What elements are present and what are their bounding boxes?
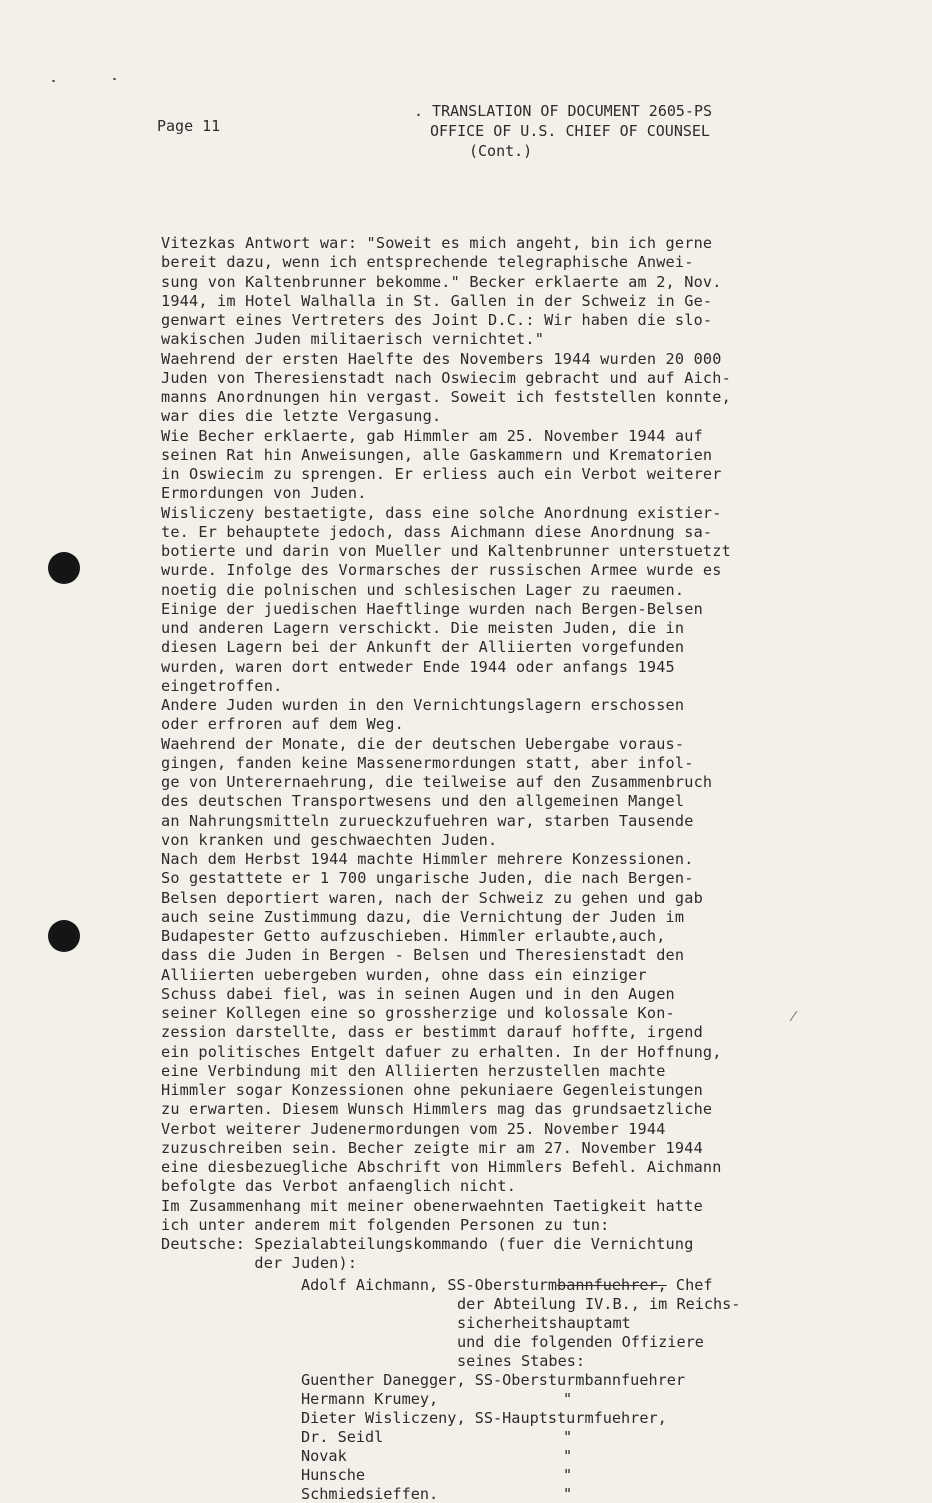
ditto-mark: " — [563, 1428, 573, 1446]
staff-name: Dr. Seidl — [301, 1428, 384, 1446]
body-line: bereit dazu, wenn ich entsprechende telegraphische Anwei- — [161, 253, 694, 272]
body-line: Budapester Getto aufzuschieben. Himmler erlaubte,auch, — [161, 927, 666, 945]
body-line: ge von Unterernaehrung, die teilweise auf den Zusammenbruch — [161, 773, 713, 791]
body-line: wurde. Infolge des Vormarsches der russischen Armee wurde es — [161, 561, 722, 580]
body-line: Vitezkas Antwort war: "Soweit es mich angeht, bin ich gerne — [161, 234, 713, 252]
body-line: befolgte das Verbot anfaenglich nicht. — [161, 1177, 517, 1196]
staff-name: Guenther Danegger, SS-Obersturmbannfuehrer — [301, 1371, 686, 1389]
body-line: noetig die polnischen und schlesischen Lager zu raeumen. — [161, 580, 685, 599]
body-line: war dies die letzte Vergasung. — [161, 407, 442, 426]
body-line: dass die Juden in Bergen - Belsen und Theresienstadt den — [161, 946, 685, 965]
body-line: Waehrend der ersten Haelfte des Novembers 1944 wurden 20 000 — [161, 349, 722, 368]
staff-name: Hunsche — [301, 1466, 366, 1484]
ditto-mark: " — [563, 1466, 573, 1484]
punch-hole-icon — [48, 552, 80, 584]
body-line: Nach dem Herbst 1944 machte Himmler mehrere Konzessionen. — [161, 850, 694, 868]
body-line: in Oswiecim zu sprengen. Er erliess auch ein Verbot weiterer — [161, 465, 722, 483]
header-title: . TRANSLATION OF DOCUMENT 2605-PS — [414, 102, 713, 120]
body-line: seiner Kollegen eine so grossherzige und kolossale Kon- — [161, 1004, 675, 1022]
ditto-mark: " — [563, 1447, 573, 1465]
body-line: eine Verbindung mit den Alliierten herzustellen machte — [161, 1061, 666, 1080]
aichmann-desc-line: der Abteilung IV.B., im Reichs- — [457, 1295, 741, 1313]
body-line: gingen, fanden keine Massenermordungen statt, aber infol- — [161, 753, 694, 772]
body-line: Wie Becher erklaerte, gab Himmler am 25. November 1944 auf — [161, 426, 703, 445]
body-line: genwart eines Vertreters des Joint D.C.: Wir haben die slo- — [161, 311, 713, 329]
aichmann-desc-line: sicherheitshauptamt — [457, 1314, 631, 1332]
body-line: Schuss dabei fiel, was in seinen Augen und in den Augen — [161, 984, 675, 1003]
staff-name: Schmiedsieffen. — [301, 1485, 439, 1503]
body-line: wurden, waren dort entweder Ende 1944 oder anfangs 1945 — [161, 657, 675, 676]
body-line: der Juden): — [161, 1254, 358, 1273]
body-line: Im Zusammenhang mit meiner obenerwaehnten Taetigkeit hatte — [161, 1196, 703, 1215]
staff-name: Hermann Krumey, — [301, 1390, 439, 1408]
punch-hole-icon — [48, 920, 80, 952]
ditto-mark: " — [563, 1390, 573, 1408]
aichmann-title-struck: bannfuehrer, — [557, 1276, 667, 1294]
body-line: Alliierten uebergeben wurden, ohne dass ein einziger — [161, 965, 647, 984]
aichmann-row — [301, 1276, 713, 1294]
document-body — [161, 234, 781, 1274]
body-line: oder erfroren auf dem Weg. — [161, 715, 404, 734]
body-line: Juden von Theresienstadt nach Oswiecim gebracht und auf Aich- — [161, 368, 731, 387]
body-line: Belsen deportiert waren, nach der Schweiz zu gehen und gab — [161, 888, 703, 907]
aichmann-title-suffix: Chef — [666, 1276, 713, 1294]
paper-speck — [113, 78, 116, 80]
header-cont: (Cont.) — [469, 142, 533, 160]
body-line: Einige der juedischen Haeftlinge wurden nach Bergen-Belsen — [161, 599, 703, 618]
body-line: manns Anordnungen hin vergast. Soweit ich feststellen konnte, — [161, 388, 731, 406]
body-line: botierte und darin von Mueller und Kaltenbrunner unterstuetzt — [161, 542, 731, 560]
body-line: und anderen Lagern verschickt. Die meisten Juden, die in — [161, 619, 685, 637]
paper-speck — [52, 80, 55, 82]
ditto-mark: " — [563, 1485, 573, 1503]
body-line: wakischen Juden militaerisch vernichtet." — [161, 330, 545, 349]
body-line: te. Er behauptete jedoch, dass Aichmann diese Anordnung sa- — [161, 522, 713, 541]
body-line: seinen Rat hin Anweisungen, alle Gaskammern und Krematorien — [161, 445, 713, 464]
body-line: So gestattete er 1 700 ungarische Juden, die nach Bergen- — [161, 869, 694, 888]
body-line: an Nahrungsmitteln zurueckzufuehren war, starben Tausende — [161, 811, 694, 830]
body-line: Andere Juden wurden in den Vernichtungslagern erschossen — [161, 696, 685, 714]
body-line: sung von Kaltenbrunner bekomme." Becker erklaerte am 2, Nov. — [161, 272, 722, 291]
document-header — [414, 101, 712, 161]
body-line: Verbot weiterer Judenermordungen vom 25. November 1944 — [161, 1119, 666, 1138]
body-line: des deutschen Transportwesens und den allgemeinen Mangel — [161, 792, 685, 811]
body-line: von kranken und geschwaechten Juden. — [161, 830, 498, 849]
staff-name: Dieter Wisliczeny, SS-Hauptsturmfuehrer, — [301, 1409, 667, 1427]
pencil-mark — [790, 1011, 798, 1021]
body-line: 1944, im Hotel Walhalla in St. Gallen in der Schweiz in Ge- — [161, 291, 713, 310]
body-line: Wisliczeny bestaetigte, dass eine solche Anordnung existier- — [161, 503, 722, 522]
body-line: ein politisches Entgelt dafuer zu erhalten. In der Hoffnung, — [161, 1042, 722, 1061]
aichmann-title-prefix: SS-Obersturm — [447, 1276, 558, 1294]
body-line: zuzuschreiben sein. Becher zeigte mir am 27. November 1944 — [161, 1138, 703, 1157]
body-line: auch seine Zustimmung dazu, die Vernichtung der Juden im — [161, 907, 685, 926]
header-office: OFFICE OF U.S. CHIEF OF COUNSEL — [430, 122, 710, 140]
body-line: eingetroffen. — [161, 676, 283, 695]
body-line: eine diesbezuegliche Abschrift von Himmlers Befehl. Aichmann — [161, 1158, 722, 1176]
body-line: Waehrend der Monate, die der deutschen Uebergabe voraus- — [161, 734, 685, 753]
body-line: diesen Lagern bei der Ankunft der Alliierten vorgefunden — [161, 638, 685, 657]
body-line: Ermordungen von Juden. — [161, 484, 367, 503]
staff-name: Novak — [301, 1447, 347, 1465]
aichmann-desc-line: seines Stabes: — [457, 1352, 586, 1370]
aichmann-desc-line: und die folgenden Offiziere — [457, 1333, 704, 1351]
body-line: ich unter anderem mit folgenden Personen zu tun: — [161, 1215, 610, 1234]
body-line: zession darstellte, dass er bestimmt darauf hoffte, irgend — [161, 1023, 703, 1042]
body-line: zu erwarten. Diesem Wunsch Himmlers mag das grundsaetzliche — [161, 1100, 713, 1119]
page-number: Page 11 — [157, 117, 221, 135]
body-line: Himmler sogar Konzessionen ohne pekuniaere Gegenleistungen — [161, 1081, 703, 1099]
body-line: Deutsche: Spezialabteilungskommando (fuer die Vernichtung — [161, 1235, 694, 1253]
aichmann-name: Adolf Aichmann, — [301, 1276, 439, 1294]
